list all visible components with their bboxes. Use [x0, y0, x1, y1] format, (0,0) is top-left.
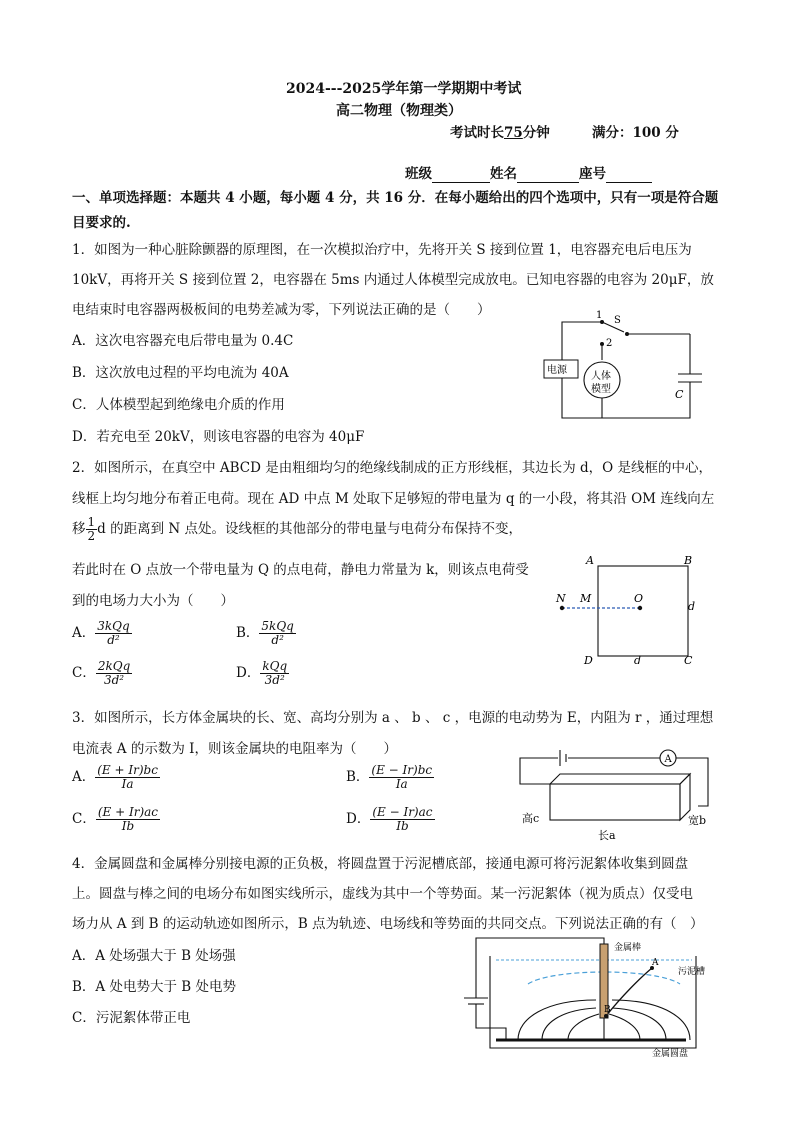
- q2-fig-C: C: [684, 654, 693, 667]
- q1-fig-switch: S: [614, 315, 621, 326]
- q1-option-d[interactable]: D．若充电至 20kV，则该电容器的电容为 40μF: [72, 429, 365, 445]
- q4-option-a[interactable]: A．A 处场强大于 B 处场强: [72, 948, 236, 964]
- q2-option-a[interactable]: A． $\frac{\text{3kQq}}{\text{d²}}$: [72, 619, 130, 647]
- q4-field-figure: [456, 938, 718, 1058]
- q3-block-figure: [512, 744, 712, 844]
- q2-fig-M: M: [580, 592, 592, 605]
- q2-line4: 若此时在 O 点放一个带电量为 Q 的点电荷，静电力常量为 k，则该点电荷受: [72, 562, 529, 578]
- q3-fig-width: 宽b: [688, 814, 707, 827]
- class-field[interactable]: [432, 166, 490, 183]
- section-heading-line2: 目要求的.: [72, 215, 131, 231]
- q2-square-figure: [548, 552, 708, 672]
- q4-line1: 4．金属圆盘和金属棒分别接电源的正负极，将圆盘置于污泥槽底部，接通电源可将污泥絮体收集到圆盘: [72, 856, 689, 872]
- q1-option-b[interactable]: B．这次放电过程的平均电流为 40A: [72, 365, 289, 381]
- q2-line3: 移 $\frac{1}{2}$ d 的距离到 N 点处。设线框的其他部分的带电量与电荷分布保持不变，: [72, 515, 522, 543]
- q4-line3: 场力从 A 到 B 的运动轨迹如图所示，B 点为轨迹、电场线和等势面的共同交点。下列说法正确的有（ ）: [72, 916, 704, 932]
- q2-line1: 2．如图所示，在真空中 ABCD 是由粗细均匀的绝缘线制成的正方形线框，其边长为 d，O 是线框的中心，: [72, 460, 713, 476]
- q1-circuit-figure: [540, 308, 710, 428]
- q2-fig-N: N: [556, 592, 566, 605]
- exam-title: 2024---2025学年第一学期期中考试: [286, 81, 522, 97]
- q2-option-c[interactable]: C． $\frac{\text{2kQq}}{\text{3d²}}$: [72, 659, 131, 687]
- q2-option-b[interactable]: B． $\frac{\text{5kQq}}{\text{d²}}$: [236, 619, 294, 647]
- q2-half-fraction: $\frac{1}{2}$: [87, 515, 96, 543]
- section-heading-line1: 一、单项选择题：本题共 4 小题，每小题 4 分，共 16 分．在每小题给出的四个选项中，只有一项是符合题: [72, 190, 719, 206]
- exam-score: 满分：100 分: [592, 125, 679, 141]
- q1-line2: 10kV，再将开关 S 接到位置 2，电容器在 5ms 内通过人体模型完成放电。已知电容器的电容为 20μF，放: [72, 272, 714, 288]
- q3-fig-length: 长a: [598, 829, 616, 842]
- q4-option-c[interactable]: C．污泥絮体带正电: [72, 1010, 191, 1026]
- q2-option-d[interactable]: D． $\frac{\text{kQq}}{\text{3d²}}$: [236, 659, 288, 687]
- q2-fig-A: A: [586, 554, 594, 567]
- q4-fig-disk: 金属圆盘: [652, 1049, 689, 1059]
- q3-fig-ammeter: A: [664, 754, 672, 765]
- exam-duration: 考试时长75分钟: [450, 125, 550, 141]
- q4-fig-pool: 污泥槽: [678, 967, 706, 977]
- q3-line1: 3．如图所示，长方体金属块的长、宽、高均分别为 a 、 b 、 c ，电源的电动势为 E，内阻为 r ，通过理想: [72, 710, 714, 726]
- q3-option-c[interactable]: C． $\frac{(E + Ir)ac}{Ib}$: [72, 805, 159, 833]
- q4-fig-rod: 金属棒: [614, 943, 642, 953]
- q3-option-d[interactable]: D． $\frac{(E - Ir)ac}{Ib}$: [346, 805, 433, 833]
- q1-fig-pos2-label: 2: [606, 338, 613, 349]
- q3-line2: 电流表 A 的示数为 I，则该金属块的电阻率为（ ）: [72, 741, 397, 757]
- q2-fig-d-bottom: d: [634, 654, 642, 667]
- q1-option-a[interactable]: A．这次电容器充电后带电量为 0.4C: [72, 333, 294, 349]
- q4-fig-B: B: [604, 1005, 611, 1015]
- q4-line2: 上。圆盘与棒之间的电场分布如图实线所示，虚线为其中一个等势面。某一污泥絮体（视为质点）仅受电: [72, 886, 693, 902]
- q1-line1: 1．如图为一种心脏除颤器的原理图，在一次模拟治疗中，先将开关 S 接到位置 1，电容器充电后电压为: [72, 242, 692, 258]
- q3-option-a[interactable]: A． $\frac{(E + Ir)bc}{Ia}$: [72, 763, 158, 791]
- q3-option-b[interactable]: B． $\frac{(E - Ir)bc}{Ia}$: [346, 763, 433, 791]
- q1-line3: 电结束时电容器两极板间的电势差减为零，下列说法正确的是（ ）: [72, 302, 491, 318]
- exam-subtitle: 高二物理（物理类）: [336, 103, 462, 119]
- q1-fig-source: 电源: [547, 365, 567, 376]
- q4-option-b[interactable]: B．A 处电势大于 B 处电势: [72, 979, 236, 995]
- q1-fig-cap: C: [675, 388, 684, 401]
- q3-fig-height: 高c: [522, 812, 540, 825]
- q1-option-c[interactable]: C．人体模型起到绝缘电介质的作用: [72, 397, 285, 413]
- q2-fig-d-right: d: [688, 600, 696, 613]
- name-field[interactable]: [517, 166, 579, 183]
- q4-fig-A: A: [652, 958, 659, 968]
- q1-fig-pos1: 1: [596, 310, 603, 321]
- q2-fig-O: O: [634, 592, 644, 605]
- student-info: 班级 姓名 座号: [405, 162, 652, 183]
- q1-fig-body2: 模型: [591, 384, 611, 395]
- seat-field[interactable]: [606, 166, 652, 183]
- q2-fig-D: D: [584, 654, 593, 667]
- q2-fig-B: B: [684, 554, 693, 567]
- q1-fig-body1: 人体: [591, 371, 611, 382]
- q2-line2: 线框上均匀地分布着正电荷。现在 AD 中点 M 处取下足够短的带电量为 q 的一小段，将其沿 OM 连线向左: [72, 491, 715, 507]
- q2-line5: 到的电场力大小为（ ）: [72, 593, 234, 609]
